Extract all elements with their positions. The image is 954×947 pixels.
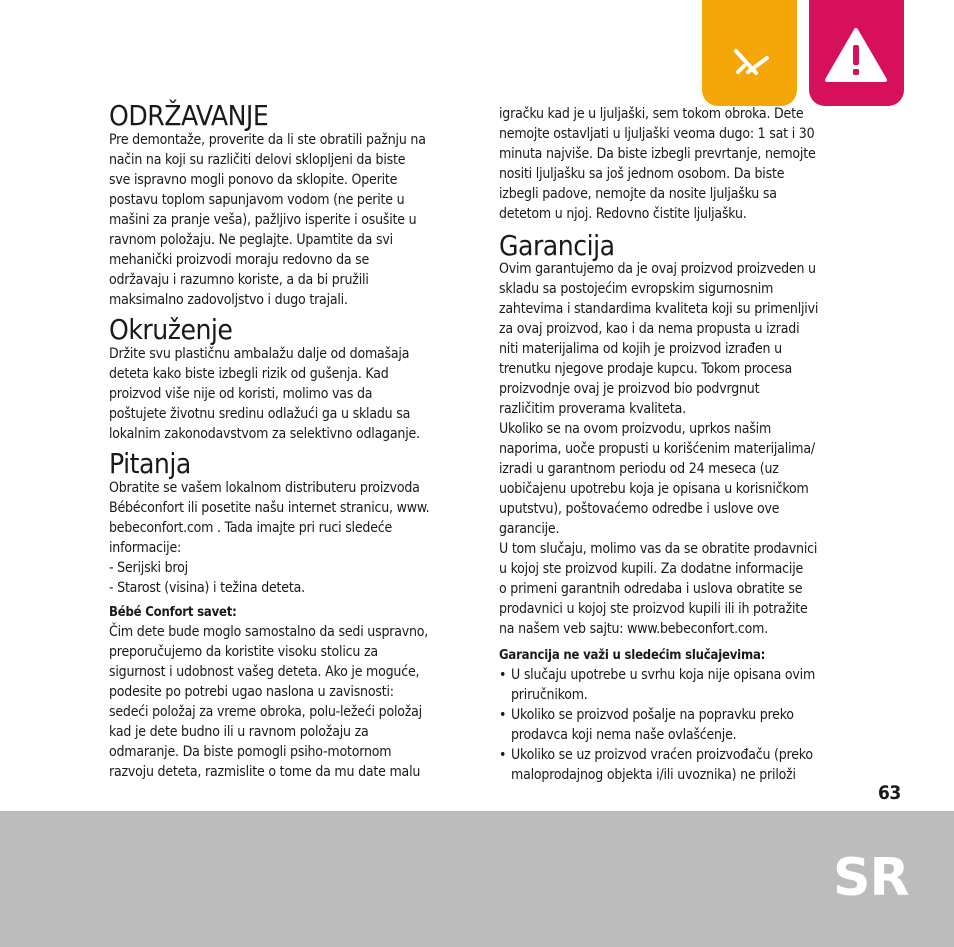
page-number: 63: [878, 782, 901, 804]
text-line: • U slučaju upotrebe u svrhu koja nije opisana ovim: [511, 667, 816, 683]
text-line: mašini za pranje veša), pažljivo isperite i osušite u: [109, 212, 417, 228]
list-item: [499, 665, 859, 705]
tools-icon: [702, 0, 797, 106]
text-line: prodavnici u kojoj ste proizvod kupili ili ih potražite: [499, 601, 808, 617]
heading-okruzenje: Okruženje: [109, 313, 233, 346]
text-line: različitim proverama kvaliteta.: [499, 401, 686, 417]
heading-savet: Bébé Confort savet:: [109, 605, 237, 620]
text-line: o primeni garantnih odredaba i uslova obratite se: [499, 581, 803, 597]
body-odrzavanje: [109, 130, 469, 310]
text-line: nositi ljuljašku sa još jednom osobom. Da biste: [499, 166, 785, 182]
section-odrzavanje: [109, 100, 469, 310]
text-line: U tom slučaju, molimo vas da se obratite prodavnici: [499, 541, 818, 557]
language-code: SR: [833, 848, 909, 908]
text-line: - Starost (visina) i težina deteta.: [109, 580, 305, 596]
text-line: bebeconfort.com . Tada imajte pri ruci sledeće: [109, 520, 393, 536]
section-pitanja: [109, 448, 469, 598]
text-line: • Ukoliko se proizvod pošalje na popravku preko: [511, 707, 794, 723]
text-line: postavu toplom sapunjavom vodom (ne perite u: [109, 192, 405, 208]
body-okruzenje: [109, 344, 469, 444]
text-line: poštujete životnu sredinu odlažući ga u skladu sa: [109, 406, 411, 422]
text-line: proizvod više nije od koristi, molimo vas da: [109, 386, 373, 402]
text-line: sigurnost i udobnost vašeg deteta. Ako je moguće,: [109, 664, 420, 680]
text-line: garancije.: [499, 521, 560, 537]
section-savet: [109, 604, 469, 782]
text-line: podesite po potrebi ugao naslona u zavisnosti:: [109, 684, 394, 700]
text-line: kad je dete budno ili u ravnom položaju za: [109, 724, 369, 740]
text-line: Bébéconfort ili posetite našu internet stranicu, www.: [109, 500, 430, 516]
left-column: [109, 100, 469, 782]
text-line: Čim dete bude moglo samostalno da sedi uspravno,: [109, 624, 429, 640]
text-line: preporučujemo da koristite visoku stolicu za: [109, 644, 378, 660]
text-line: - Serijski broj: [109, 560, 188, 576]
text-line: naporima, uoče propusti u korišćenim materijalima/: [499, 441, 815, 457]
text-line: trenutku njegove prodaje kupcu. Tokom procesa: [499, 361, 793, 377]
warning-tab: [809, 0, 904, 106]
warning-icon: [809, 0, 904, 106]
text-line: Obratite se vašem lokalnom distributeru proizvoda: [109, 480, 420, 496]
footer-band: [0, 811, 954, 947]
text-line: za ovaj proizvod, kao i da nema propusta u izradi: [499, 321, 800, 337]
text-line: Ukoliko se na ovom proizvodu, uprkos našim: [499, 421, 772, 437]
text-line: igračku kad je u ljuljaški, sem tokom obroka. Dete: [499, 106, 804, 122]
maintenance-tab: [702, 0, 797, 106]
text-line: način na koji su različiti delovi sklopljeni da biste: [109, 152, 406, 168]
text-line: Ovim garantujemo da je ovaj proizvod proizveden u: [499, 261, 816, 277]
text-line: izbegli padove, nemojte da nosite ljuljašku sa: [499, 186, 777, 202]
text-line: Držite svu plastičnu ambalažu dalje od domašaja: [109, 346, 410, 362]
section-okruzenje: [109, 314, 469, 444]
text-line: uputstvu), poštovaćemo odredbe i uslove ove: [499, 501, 780, 517]
text-line: uobičajenu upotrebu koja je opisana u korisničkom: [499, 481, 809, 497]
text-line: lokalnim zakonodavstvom za selektivno odlaganje.: [109, 426, 420, 442]
text-line: deteta kako biste izbegli rizik od gušenja. Kad: [109, 366, 389, 382]
text-line: razvoju deteta, razmislite o tome da mu date malu: [109, 764, 421, 780]
text-line: odmaranje. Da biste pomogli psiho-motornom: [109, 744, 392, 760]
text-line: na našem veb sajtu: www.bebeconfort.com.: [499, 621, 769, 637]
text-line: informacije:: [109, 540, 182, 556]
text-line: skladu sa postojećim evropskim sigurnosnim: [499, 281, 774, 297]
body-savet-continued: [499, 104, 859, 224]
text-line: mehanički proizvodi moraju redovno da se: [109, 252, 370, 268]
section-garancija: [499, 230, 859, 785]
body-savet: [109, 622, 469, 782]
text-line: zahtevima i standardima kvaliteta koji su primenljivi: [499, 301, 819, 317]
text-line: • Ukoliko se uz proizvod vraćen proizvođaču (preko: [511, 747, 813, 763]
heading-garancija: Garancija: [499, 229, 615, 262]
text-line: izradi u garantnom periodu od 24 meseca (uz: [499, 461, 779, 477]
text-line: minuta najviše. Da biste izbegli prevrtanje, nemojte: [499, 146, 816, 162]
text-line: ravnom položaju. Ne peglajte. Upamtite da svi: [109, 232, 393, 248]
heading-exclusions: Garancija ne važi u sledećim slučajevima:: [499, 648, 766, 663]
text-line: maloprodajnog objekta i/ili uvoznika) ne priloži: [511, 767, 796, 783]
text-line: nemojte ostavljati u ljuljaški veoma dugo: 1 sat i 30: [499, 126, 815, 142]
heading-pitanja: Pitanja: [109, 447, 191, 480]
text-line: priručnikom.: [511, 687, 588, 703]
text-line: maksimalno zadovoljstvo i dugo trajali.: [109, 292, 348, 308]
right-column: [499, 104, 859, 785]
text-line: sedeći položaj za vreme obroka, polu-ležeći položaj: [109, 704, 422, 720]
list-item: [499, 705, 859, 745]
text-line: Pre demontaže, proverite da li ste obratili pažnju na: [109, 132, 426, 148]
text-line: detetom u njoj. Redovno čistite ljuljašku.: [499, 206, 747, 222]
text-line: prodavca koji nema naše ovlašćenje.: [511, 727, 737, 743]
text-line: niti materijalima od kojih je proizvod izrađen u: [499, 341, 782, 357]
heading-odrzavanje: ODRŽAVANJE: [109, 99, 269, 132]
exclusions-list: [499, 665, 859, 785]
body-pitanja: [109, 478, 469, 598]
text-line: sve ispravno mogli ponovo da sklopite. Operite: [109, 172, 398, 188]
body-garancija: [499, 259, 859, 639]
text-line: proizvodnje ovaj je proizvod bio podvrgnut: [499, 381, 760, 397]
list-item: [499, 745, 859, 785]
text-line: u kojoj ste proizvod kupili. Za dodatne informacije: [499, 561, 804, 577]
text-line: održavaju i razumno koriste, a da bi pružili: [109, 272, 369, 288]
